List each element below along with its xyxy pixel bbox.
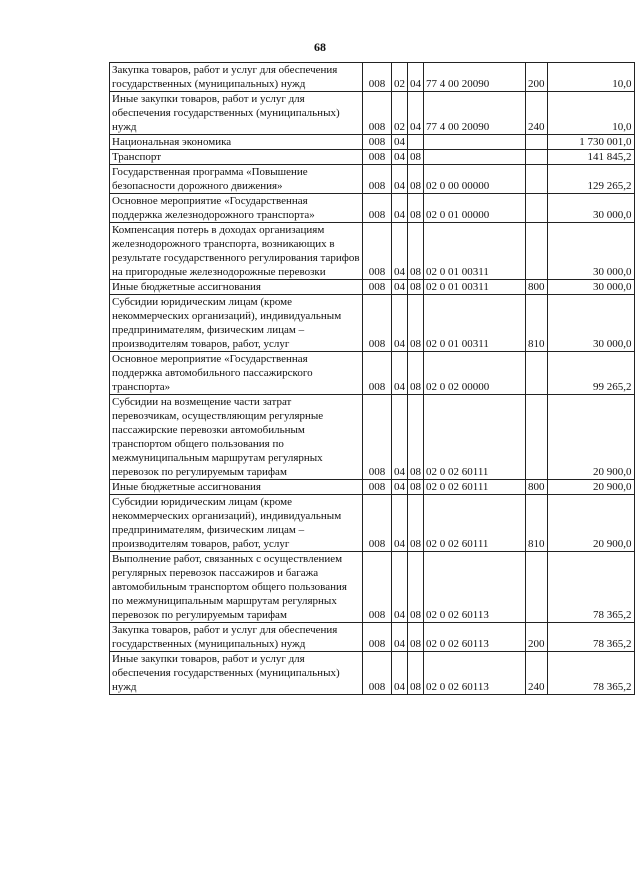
amount-cell: 30 000,0	[547, 194, 634, 223]
amount-cell: 129 265,2	[547, 165, 634, 194]
expense-type-code	[526, 150, 548, 165]
expense-type-code: 800	[526, 280, 548, 295]
amount-cell: 20 900,0	[547, 495, 634, 552]
subsection-code: 08	[408, 223, 424, 280]
target-article-code: 02 0 01 00311	[424, 280, 526, 295]
subsection-code: 04	[408, 63, 424, 92]
section-code: 04	[392, 280, 408, 295]
subsection-code: 08	[408, 295, 424, 352]
section-code: 04	[392, 295, 408, 352]
amount-cell: 78 365,2	[547, 652, 634, 695]
target-article-code: 02 0 02 60111	[424, 395, 526, 480]
expense-type-code: 810	[526, 495, 548, 552]
expense-type-code: 240	[526, 652, 548, 695]
row-name: Основное мероприятие «Государственная поддержка автомобильного пассажирского транспорта»	[110, 352, 363, 395]
ministry-code: 008	[363, 280, 392, 295]
expense-type-code: 200	[526, 63, 548, 92]
row-name: Иные закупки товаров, работ и услуг для обеспечения государственных (муниципальных) нужд	[110, 92, 363, 135]
row-name: Государственная программа «Повышение безопасности дорожного движения»	[110, 165, 363, 194]
expense-type-code	[526, 135, 548, 150]
target-article-code: 02 0 01 00311	[424, 223, 526, 280]
table-row	[110, 295, 635, 352]
ministry-code: 008	[363, 480, 392, 495]
table-row	[110, 552, 635, 623]
subsection-code: 04	[408, 92, 424, 135]
ministry-code: 008	[363, 194, 392, 223]
subsection-code: 08	[408, 280, 424, 295]
subsection-code: 08	[408, 194, 424, 223]
table-row	[110, 395, 635, 480]
amount-cell: 1 730 001,0	[547, 135, 634, 150]
ministry-code: 008	[363, 165, 392, 194]
expense-type-code	[526, 395, 548, 480]
section-code: 02	[392, 92, 408, 135]
ministry-code: 008	[363, 623, 392, 652]
table-row	[110, 652, 635, 695]
table-row	[110, 480, 635, 495]
section-code: 04	[392, 395, 408, 480]
table-row	[110, 223, 635, 280]
target-article-code: 02 0 02 60113	[424, 623, 526, 652]
section-code: 04	[392, 223, 408, 280]
table-row	[110, 280, 635, 295]
amount-cell: 78 365,2	[547, 623, 634, 652]
section-code: 04	[392, 194, 408, 223]
section-code: 04	[392, 135, 408, 150]
target-article-code: 02 0 01 00311	[424, 295, 526, 352]
ministry-code: 008	[363, 552, 392, 623]
target-article-code: 02 0 02 60111	[424, 495, 526, 552]
table-row	[110, 194, 635, 223]
row-name: Компенсация потерь в доходах организациям железнодорожного транспорта, возникающих в результате государственного регулирования тарифов на пригородные железнодорожные перевозки	[110, 223, 363, 280]
expense-type-code	[526, 194, 548, 223]
subsection-code: 08	[408, 552, 424, 623]
ministry-code: 008	[363, 295, 392, 352]
row-name: Транспорт	[110, 150, 363, 165]
section-code: 04	[392, 150, 408, 165]
expense-type-code: 810	[526, 295, 548, 352]
ministry-code: 008	[363, 223, 392, 280]
section-code: 02	[392, 63, 408, 92]
target-article-code: 02 0 02 60113	[424, 652, 526, 695]
row-name: Закупка товаров, работ и услуг для обеспечения государственных (муниципальных) нужд	[110, 63, 363, 92]
target-article-code	[424, 150, 526, 165]
row-name: Выполнение работ, связанных с осуществлением регулярных перевозок пассажиров и багажа автомобильным транспортом общего пользования по межмуниципальным маршрутам регулярных перевозок по регулируемым тарифам	[110, 552, 363, 623]
target-article-code: 77 4 00 20090	[424, 92, 526, 135]
subsection-code: 08	[408, 480, 424, 495]
section-code: 04	[392, 165, 408, 194]
row-name: Иные закупки товаров, работ и услуг для обеспечения государственных (муниципальных) нужд	[110, 652, 363, 695]
expense-type-code: 200	[526, 623, 548, 652]
ministry-code: 008	[363, 652, 392, 695]
subsection-code: 08	[408, 623, 424, 652]
expense-type-code	[526, 552, 548, 623]
target-article-code	[424, 135, 526, 150]
section-code: 04	[392, 480, 408, 495]
table-row	[110, 135, 635, 150]
row-name: Основное мероприятие «Государственная поддержка железнодорожного транспорта»	[110, 194, 363, 223]
amount-cell: 10,0	[547, 92, 634, 135]
target-article-code: 02 0 02 60111	[424, 480, 526, 495]
target-article-code: 02 0 00 00000	[424, 165, 526, 194]
table-body	[110, 63, 635, 695]
section-code: 04	[392, 623, 408, 652]
table-row	[110, 92, 635, 135]
amount-cell: 78 365,2	[547, 552, 634, 623]
table-row	[110, 165, 635, 194]
subsection-code	[408, 135, 424, 150]
ministry-code: 008	[363, 150, 392, 165]
table-row	[110, 63, 635, 92]
subsection-code: 08	[408, 150, 424, 165]
target-article-code: 02 0 02 60113	[424, 552, 526, 623]
amount-cell: 30 000,0	[547, 223, 634, 280]
expense-type-code	[526, 223, 548, 280]
expense-type-code	[526, 352, 548, 395]
row-name: Иные бюджетные ассигнования	[110, 280, 363, 295]
row-name: Иные бюджетные ассигнования	[110, 480, 363, 495]
amount-cell: 141 845,2	[547, 150, 634, 165]
subsection-code: 08	[408, 352, 424, 395]
row-name: Субсидии юридическим лицам (кроме некоммерческих организаций), индивидуальным предпринимателям, физическим лицам – производителям товаров, работ, услуг	[110, 295, 363, 352]
ministry-code: 008	[363, 92, 392, 135]
section-code: 04	[392, 552, 408, 623]
target-article-code: 02 0 02 00000	[424, 352, 526, 395]
ministry-code: 008	[363, 63, 392, 92]
budget-table	[109, 62, 635, 695]
page-number: 68	[314, 40, 326, 54]
amount-cell: 10,0	[547, 63, 634, 92]
subsection-code: 08	[408, 395, 424, 480]
table-row	[110, 623, 635, 652]
amount-cell: 99 265,2	[547, 352, 634, 395]
ministry-code: 008	[363, 352, 392, 395]
row-name: Субсидии на возмещение части затрат перевозчикам, осуществляющим регулярные пассажирские перевозки автомобильным транспортом общего пользования по межмуниципальным маршрутам регулярных перевозок по регулируемым тарифам	[110, 395, 363, 480]
subsection-code: 08	[408, 165, 424, 194]
ministry-code: 008	[363, 495, 392, 552]
expense-type-code	[526, 165, 548, 194]
expense-type-code: 240	[526, 92, 548, 135]
section-code: 04	[392, 652, 408, 695]
ministry-code: 008	[363, 395, 392, 480]
subsection-code: 08	[408, 652, 424, 695]
amount-cell: 20 900,0	[547, 480, 634, 495]
row-name: Национальная экономика	[110, 135, 363, 150]
target-article-code: 02 0 01 00000	[424, 194, 526, 223]
target-article-code: 77 4 00 20090	[424, 63, 526, 92]
ministry-code: 008	[363, 135, 392, 150]
amount-cell: 30 000,0	[547, 295, 634, 352]
amount-cell: 30 000,0	[547, 280, 634, 295]
section-code: 04	[392, 495, 408, 552]
subsection-code: 08	[408, 495, 424, 552]
table-row	[110, 352, 635, 395]
amount-cell: 20 900,0	[547, 395, 634, 480]
table-row	[110, 150, 635, 165]
expense-type-code: 800	[526, 480, 548, 495]
section-code: 04	[392, 352, 408, 395]
row-name: Закупка товаров, работ и услуг для обеспечения государственных (муниципальных) нужд	[110, 623, 363, 652]
row-name: Субсидии юридическим лицам (кроме некоммерческих организаций), индивидуальным предпринимателям, физическим лицам – производителям товаров, работ, услуг	[110, 495, 363, 552]
table-row	[110, 495, 635, 552]
